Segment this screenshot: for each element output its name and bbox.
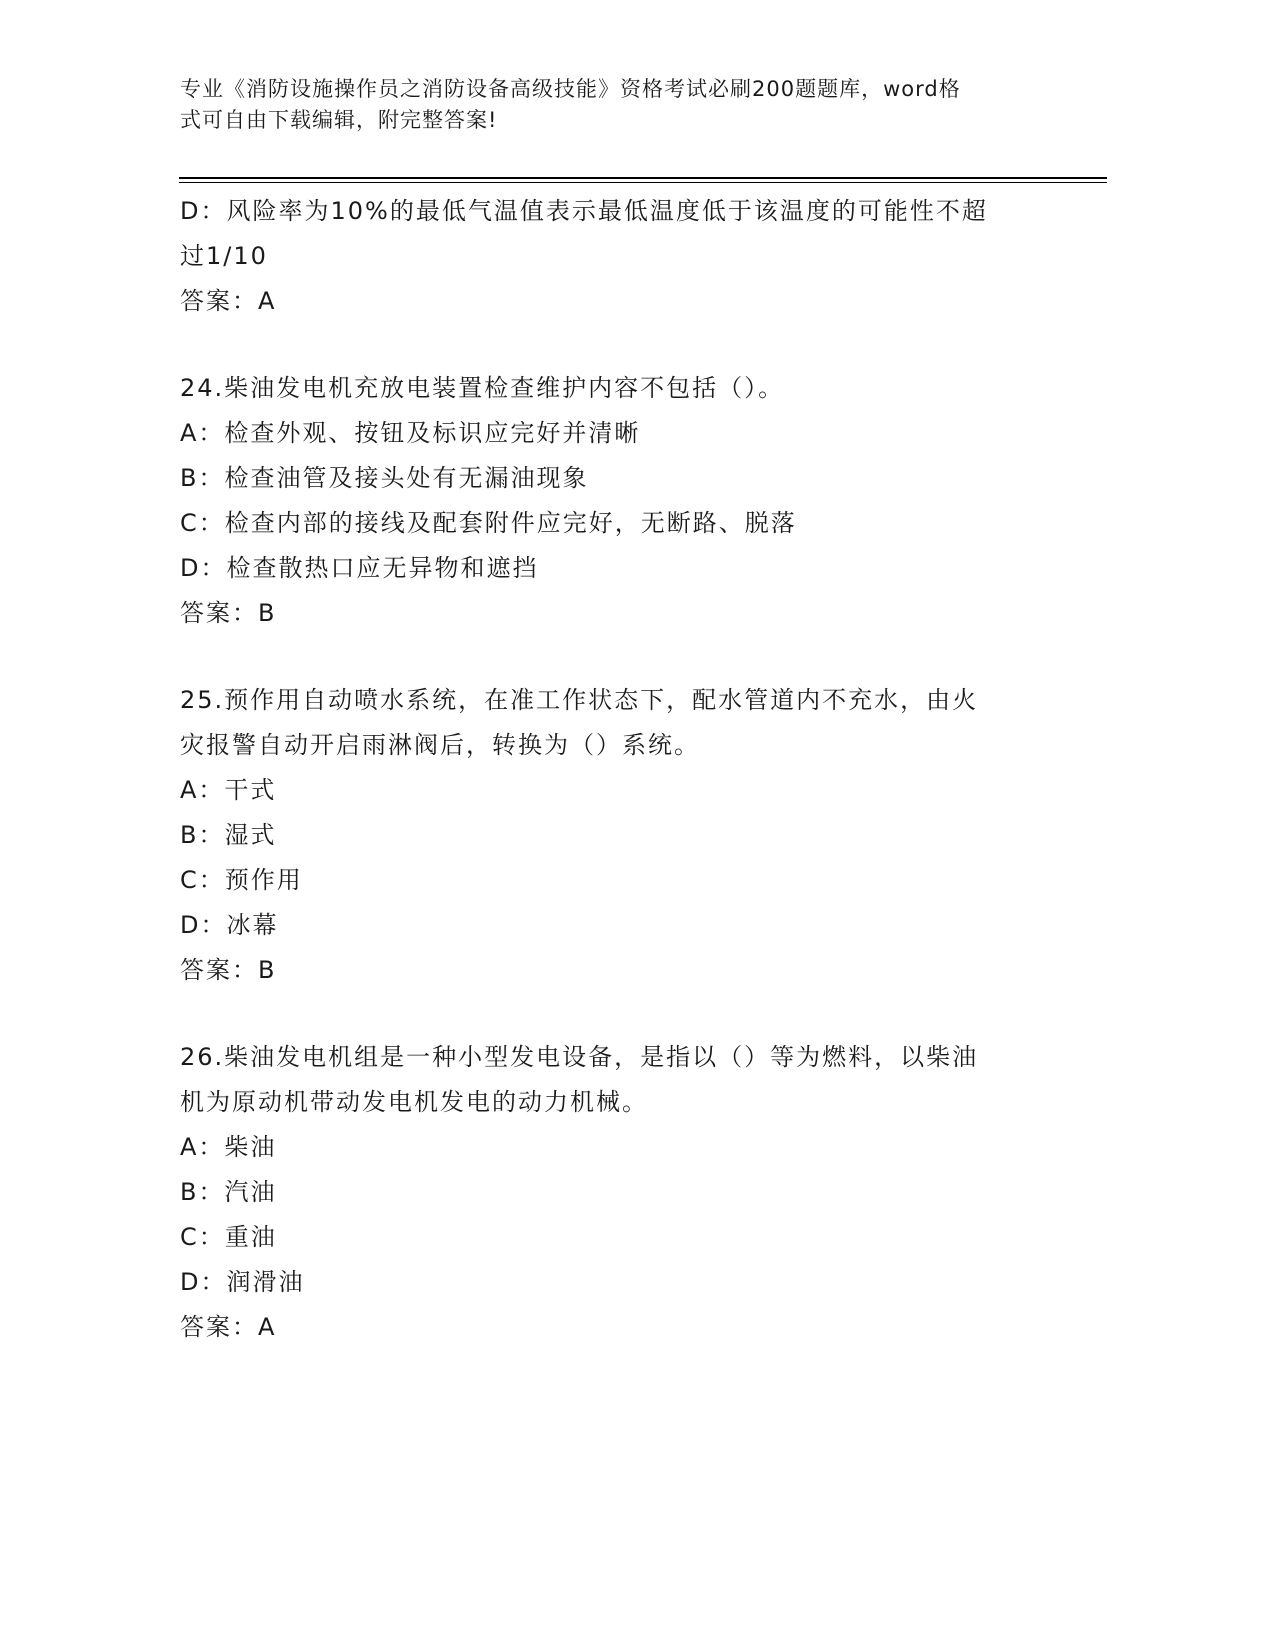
question-stem-line-1: 26.柴油发电机组是一种小型发电设备，是指以（）等为燃料，以柴油: [180, 1043, 979, 1071]
option-b: B：湿式: [180, 821, 277, 849]
question-stem-line-1: 25.预作用自动喷水系统，在准工作状态下，配水管道内不充水，由火: [180, 686, 979, 714]
option-a: A：柴油: [180, 1133, 277, 1161]
option-a: A：检查外观、按钮及标识应完好并清晰: [180, 419, 641, 447]
header-line-1: 专业《消防设施操作员之消防设备高级技能》资格考试必刷200题题库，word格: [180, 77, 961, 101]
question-stem-line-2: 机为原动机带动发电机发电的动力机械。: [180, 1088, 648, 1116]
question-25-block: [180, 678, 1060, 993]
answer-line: 答案：A: [180, 287, 277, 315]
answer-line: 答案：A: [180, 1313, 277, 1341]
option-a: A：干式: [180, 776, 277, 804]
header-line-2: 式可自由下载编辑，附完整答案!: [180, 108, 498, 132]
option-c: C：重油: [180, 1223, 277, 1251]
question-stem-line-2: 灾报警自动开启雨淋阀后，转换为（）系统。: [180, 731, 700, 759]
option-d: D：冰幕: [180, 911, 279, 939]
option-b: B：汽油: [180, 1178, 277, 1206]
option-b: B：检查油管及接头处有无漏油现象: [180, 464, 589, 492]
option-c: C：检查内部的接线及配套附件应完好，无断路、脱落: [180, 509, 797, 537]
question-26-block: [180, 1035, 1060, 1350]
answer-line: 答案：B: [180, 599, 277, 627]
answer-line: 答案：B: [180, 956, 277, 984]
header-divider-thin: [179, 182, 1107, 183]
option-d-line-2: 过1/10: [180, 242, 268, 270]
option-d: D：检查散热口应无异物和遮挡: [180, 554, 539, 582]
prev-question-block: [180, 189, 1060, 324]
option-d: D：润滑油: [180, 1268, 305, 1296]
question-24-block: [180, 366, 1060, 636]
question-stem: 24.柴油发电机充放电装置检查维护内容不包括（）。: [180, 374, 785, 402]
option-c: C：预作用: [180, 866, 303, 894]
question-content: [180, 189, 1060, 1350]
option-d-line-1: D：风险率为10%的最低气温值表示最低温度低于该温度的可能性不超: [180, 197, 988, 225]
document-header: [180, 74, 1060, 136]
header-divider-thick: [179, 177, 1107, 179]
